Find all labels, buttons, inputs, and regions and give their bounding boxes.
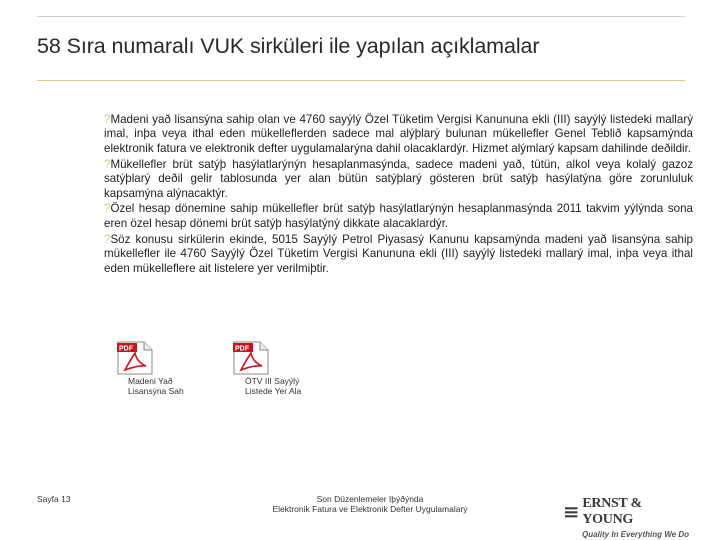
pdf-badge-text: PDF (235, 345, 249, 353)
bullet-paragraph-2 (104, 158, 693, 201)
bullet-marker: ? (104, 157, 111, 171)
attachment-madeni-yag[interactable] (116, 341, 196, 396)
ey-logo-mark-icon (565, 506, 578, 519)
attachment-label: ÖTV III Sayýlý Listede Yer Ala (245, 376, 302, 396)
pdf-file-icon (232, 341, 270, 375)
slide-title: 58 Sıra numaralı VUK sirküleri ile yapılan açıklamalar (37, 34, 540, 58)
footer-caption-line-2: Elektronik Fatura ve Elektronik Defter Uygulamalarý (272, 504, 468, 514)
bullet-marker: ? (104, 113, 111, 126)
paragraph-text: Söz konusu sirkülerin ekinde, 5015 Sayýlý Petrol Piyasasý Kanunu kapsamýnda madeni yað lisansýna sahip mükellefler ile 4760 Sayýlý Özel Tüketim Vergisi Kanununa ekli (III) sayýlý listedeki mallarý imal, inþa veya ithal eden mükelleflere ait listelere yer verilmiþtir. (104, 232, 693, 275)
paragraph-text: Madeni yað lisansýna sahip olan ve 4760 sayýlý Özel Tüketim Vergisi Kanununa ekli (III) sayýlý listedeki mallarý imal, inþa veya ithal eden mükelleflerden sadece mal alýþlarý bulunan mükellefler Genel Teblið kapsamýnda elektronik fatura ve elektronik defter uygulamalarýna dahil olacaklardýr. Hizmet alýmlarý kapsam dahilinde deðildir. (104, 113, 693, 155)
footer-caption (230, 494, 510, 514)
paragraph-text: Mükellefler brüt satýþ hasýlatlarýnýn hesaplanmasýnda, sadece madeni yað, tütün, alkol veya kolalý gazoz satýþlarý deðil gelir tablosunda yer alan bütün satýþlarý gösteren brüt satýþ hasýlatýna göre zorunluluk kapsamýna alýnacaktýr. (104, 157, 693, 200)
pdf-file-icon (116, 341, 154, 375)
pdf-badge-text: PDF (119, 345, 133, 353)
footer-caption-line-1: Son Düzenlemeler Iþýðýnda (316, 494, 424, 504)
bullet-marker: ? (104, 232, 111, 246)
title-divider (37, 80, 685, 81)
brand-name: ERNST & YOUNG (582, 496, 642, 527)
page-number: Sayfa 13 (37, 494, 71, 504)
bullet-paragraph-3 (104, 202, 693, 231)
slide-body (104, 113, 693, 277)
paragraph-text: Özel hesap dönemine sahip mükellefler brüt satýþ hasýlatlarýnýn hesaplanmasýnda 2011 takvim yýlýnda sona eren özel hesap dönemi brüt satýþ hasýlatýný dikkate alacaklardýr. (104, 202, 693, 230)
top-divider (37, 16, 685, 17)
bullet-paragraph-4 (104, 233, 693, 276)
bullet-paragraph-1 (104, 113, 693, 156)
attachment-otv-iii[interactable] (232, 341, 312, 396)
attachment-label: Madeni Yað Lisansýna Sah (128, 376, 184, 396)
bullet-marker: ? (104, 202, 111, 216)
ernst-young-logo (565, 496, 690, 539)
brand-tagline: Quality In Everything We Do (582, 530, 689, 539)
